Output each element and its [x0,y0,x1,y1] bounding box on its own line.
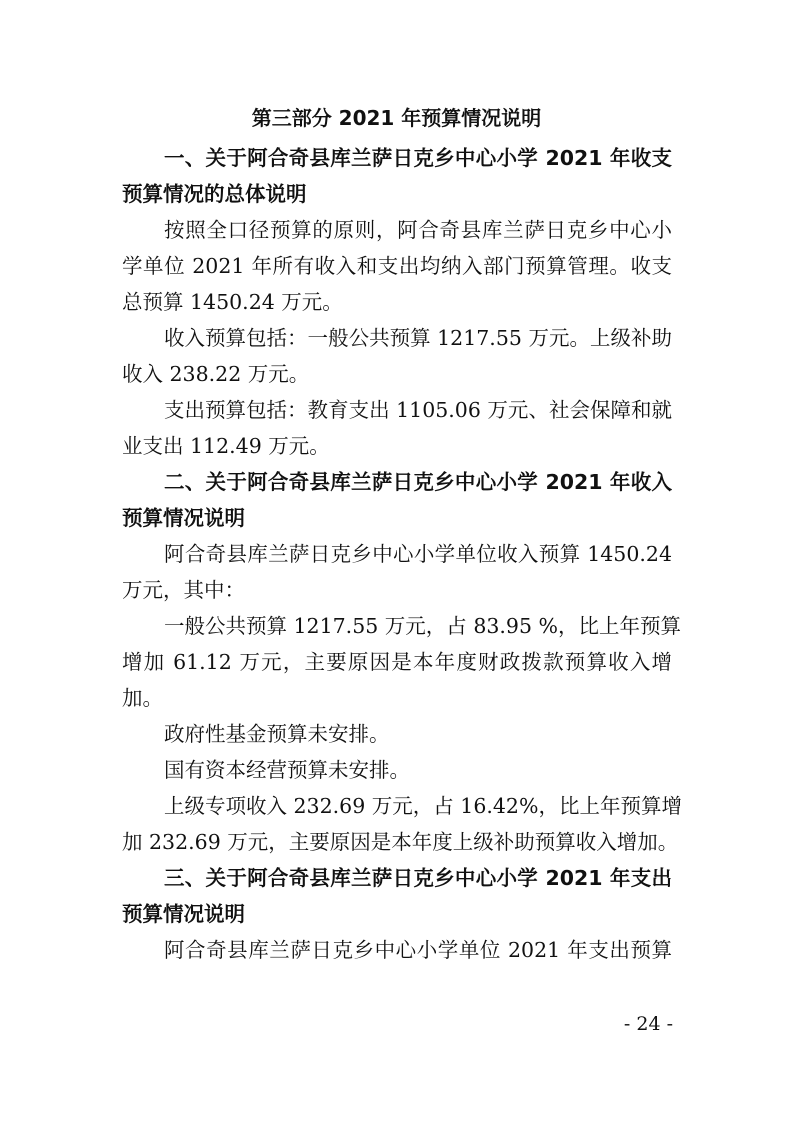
paragraph-line: 国有资本经营预算未安排。 [164,758,410,782]
paragraph-line: 万元，其中： [122,578,245,602]
paragraph-line: 加 232.69 万元，主要原因是本年度上级补助预算收入增加。 [122,830,679,854]
paragraph-line: 上级专项收入 232.69 万元，占 16.42%，比上年预算增 [164,794,682,818]
paragraph-line: 按照全口径预算的原则，阿合奇县库兰萨日克乡中心小 [164,218,672,242]
section-title: 第三部分 2021 年预算情况说明 [251,106,542,130]
heading-1-line-1: 一、关于阿合奇县库兰萨日克乡中心小学 2021 年收支 [164,146,672,170]
page-number: - 24 - [623,1013,673,1035]
paragraph-line: 政府性基金预算未安排。 [164,722,390,746]
paragraph-line: 阿合奇县库兰萨日克乡中心小学单位 2021 年支出预算 [164,938,672,962]
heading-1-line-2: 预算情况的总体说明 [122,182,307,206]
paragraph-line: 支出预算包括：教育支出 1105.06 万元、社会保障和就 [164,398,672,422]
paragraph-line: 业支出 112.49 万元。 [122,434,330,458]
paragraph-line: 一般公共预算 1217.55 万元，占 83.95 %，比上年预算 [164,614,682,638]
paragraph-line: 收入 238.22 万元。 [122,362,310,386]
paragraph-line: 学单位 2021 年所有收入和支出均纳入部门预算管理。收支 [122,254,672,278]
paragraph-line: 总预算 1450.24 万元。 [122,290,343,314]
heading-3-line-1: 三、关于阿合奇县库兰萨日克乡中心小学 2021 年支出 [164,866,672,890]
paragraph-line: 收入预算包括：一般公共预算 1217.55 万元。上级补助 [164,326,672,350]
heading-3-line-2: 预算情况说明 [122,902,245,926]
heading-2-line-2: 预算情况说明 [122,506,245,530]
paragraph-line: 增加 61.12 万元，主要原因是本年度财政拨款预算收入增 [122,650,672,674]
paragraph-line: 阿合奇县库兰萨日克乡中心小学单位收入预算 1450.24 [164,542,672,566]
heading-2-line-1: 二、关于阿合奇县库兰萨日克乡中心小学 2021 年收入 [164,470,672,494]
paragraph-line: 加。 [122,686,163,710]
